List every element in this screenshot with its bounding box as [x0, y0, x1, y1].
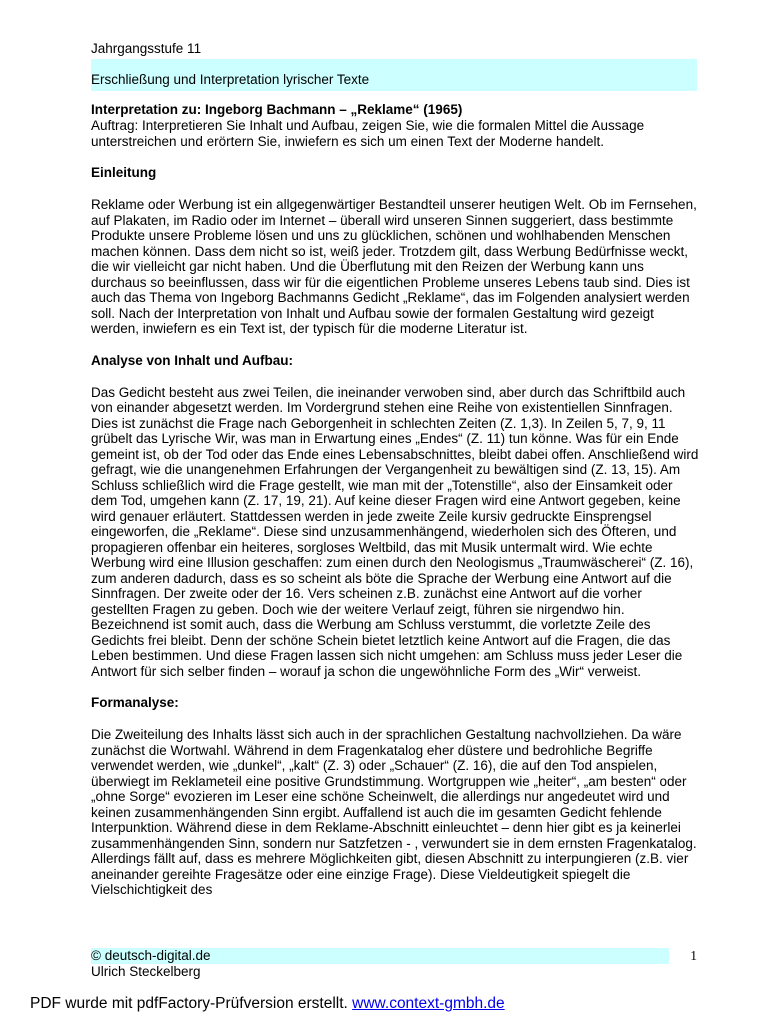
document-page: [91, 41, 701, 898]
assignment-text: Auftrag: Interpretieren Sie Inhalt und Aufbau, zeigen Sie, wie die formalen Mittel die Aussage unterstreichen und erörtern Sie, inwiefern es sich um einen Text der Moderne handelt.: [91, 118, 645, 149]
page-footer: [91, 948, 697, 980]
footer-copyright: © deutsch-digital.de: [91, 948, 211, 963]
footer-author: Ulrich Steckelberg: [91, 964, 201, 979]
footer-band: [91, 948, 669, 964]
section-heading-form-analysis: Formanalyse:: [91, 695, 179, 710]
context-gmbh-link[interactable]: www.context-gmbh.de: [352, 995, 505, 1012]
section-text-content-analysis: Das Gedicht besteht aus zwei Teilen, die ineinander verwoben sind, aber durch das Schriftbild auch von einander abgesetzt werden. Im Vordergrund stehen eine Reihe von existentiellen Sinnfragen. Dies ist zunächst die Frage nach Geborgenheit in schlechten Zeiten (Z. 1,3). In Zeilen 5, 7, 9, 11 grübelt das Lyrische Wir, was man in Erwartung eines „Endes“ (Z. 11) tun könne. Was für ein Ende gemeint ist, ob der Tod oder das Ende eines Lebensabschnittes, bleibt dabei offen. Anschließend wird gefragt, wie die unangenehmen Erfahrungen der Vergangenheit zu bewältigen sind (Z. 13, 15). Am Schluss schließlich wird die Frage gestellt, wie man mit der „Totenstille“, also der Einsamkeit oder dem Tod, umgehen kann (Z. 17, 19, 21). Auf keine dieser Fragen wird eine Antwort gegeben, keine wird genauer erläutert. Stattdessen werden in jede zweite Zeile kursiv gedruckte Einsprengsel eingeworfen, die „Reklame“. Diese sind unzusammenhängend, wiederholen sich des Öfteren, und propagieren offenbar ein heiteres, sorgloses Weltbild, das mit Musik untermalt wird. Wie echte Werbung wird eine Illusion geschaffen: zum einen durch den Neologismus „Traumwäscherei“ (Z. 16), zum anderen dadurch, dass es so scheint als böte die Sprache der Werbung eine Antwort auf die Sinnfragen. Der zweite oder der 16. Vers scheinen z.B. zunächst eine Antwort auf die vorher gestellten Fragen zu geben. Doch wie der weitere Verlauf zeigt, führen sie nirgendwo hin. Bezeichnend ist somit auch, dass die Werbung am Schluss verstummt, die vorletzte Zeile des Gedichts frei bleibt. Denn der schöne Schein bietet letztlich keine Antwort auf die Fragen, die das Leben bestimmen. Und diese Fragen lassen sich nicht umgehen: am Schluss muss jeder Leser die Antwort für sich selber finden – worauf ja schon die ungewöhnliche Form des „Wir“ verweist.: [91, 384, 699, 679]
pdf-factory-note: [30, 995, 505, 1013]
page-number: 1: [690, 948, 697, 963]
section-heading-content-analysis: Analyse von Inhalt und Aufbau:: [91, 352, 294, 368]
section-text-introduction: Reklame oder Werbung ist ein allgegenwärtiger Bestandteil unserer heutigen Welt. Ob im Fernsehen, auf Plakaten, im Radio oder im Internet – überall wird unseren Sinnen suggeriert, dass bestimmte Produkte unsere Probleme lösen und uns zu glücklichen, schönen und wohlhabenden Menschen machen können. Dass dem nicht so ist, weiß jeder. Trotzdem gilt, dass Werbung Bedürfnisse weckt, die wir vielleicht gar nicht haben. Und die Überflutung mit den Reizen der Werbung kann uns durchaus so beeinflussen, dass wir für die eigentlichen Probleme unseres Lebens taub sind. Dies ist auch das Thema von Ingeborg Bachmanns Gedicht „Reklame“, das im Folgenden analysiert werden soll. Nach der Interpretation von Inhalt und Aufbau sowie der formalen Gestaltung wird gezeigt werden, inwiefern es ein Text ist, der typisch für die moderne Literatur ist.: [91, 197, 697, 336]
section-text-form-analysis: Die Zweiteilung des Inhalts lässt sich auch in der sprachlichen Gestaltung nachvollziehen. Da wäre zunächst die Wortwahl. Während in dem Fragenkatalog eher düstere und bedrohliche Begriffe verwendet werden, wie „dunkel“, „kalt“ (Z. 3) oder „Schauer“ (Z. 16), die auf den Tod anspielen, überwiegt im Reklameteil eine positive Grundstimmung. Wortgruppen wie „heiter“, „am besten“ oder „ohne Sorge“ evozieren im Leser eine schöne Scheinwelt, die allerdings nur angedeutet wird und keinen zusammenhängenden Sinn ergibt. Auffallend ist auch die im gesamten Gedicht fehlende Interpunktion. Während diese in dem Reklame-Abschnitt einleuchtet – denn hier gibt es ja keinerlei zusammenhängenden Sinn, sondern nur Satzfetzen - , verwundert sie in dem ernsten Fragenkatalog. Allerdings fällt auf, dass es mehrere Möglichkeiten gibt, diesen Abschnitt zu interpungieren (z.B. vier aneinander gereihte Fragesätze oder eine einzige Frage). Diese Vieldeutigkeit spiegelt die Vielschichtigkeit des: [91, 727, 697, 897]
topic-band: [91, 59, 697, 91]
grade-label: Jahrgangsstufe 11: [91, 41, 202, 56]
section-heading-introduction: Einleitung: [91, 165, 157, 180]
document-title: Interpretation zu: Ingeborg Bachmann – „Reklame“ (1965): [91, 102, 463, 117]
topic-label: Erschließung und Interpretation lyrischer Texte: [91, 72, 370, 87]
pdf-note-text: PDF wurde mit pdfFactory-Prüfversion erstellt.: [30, 995, 348, 1012]
